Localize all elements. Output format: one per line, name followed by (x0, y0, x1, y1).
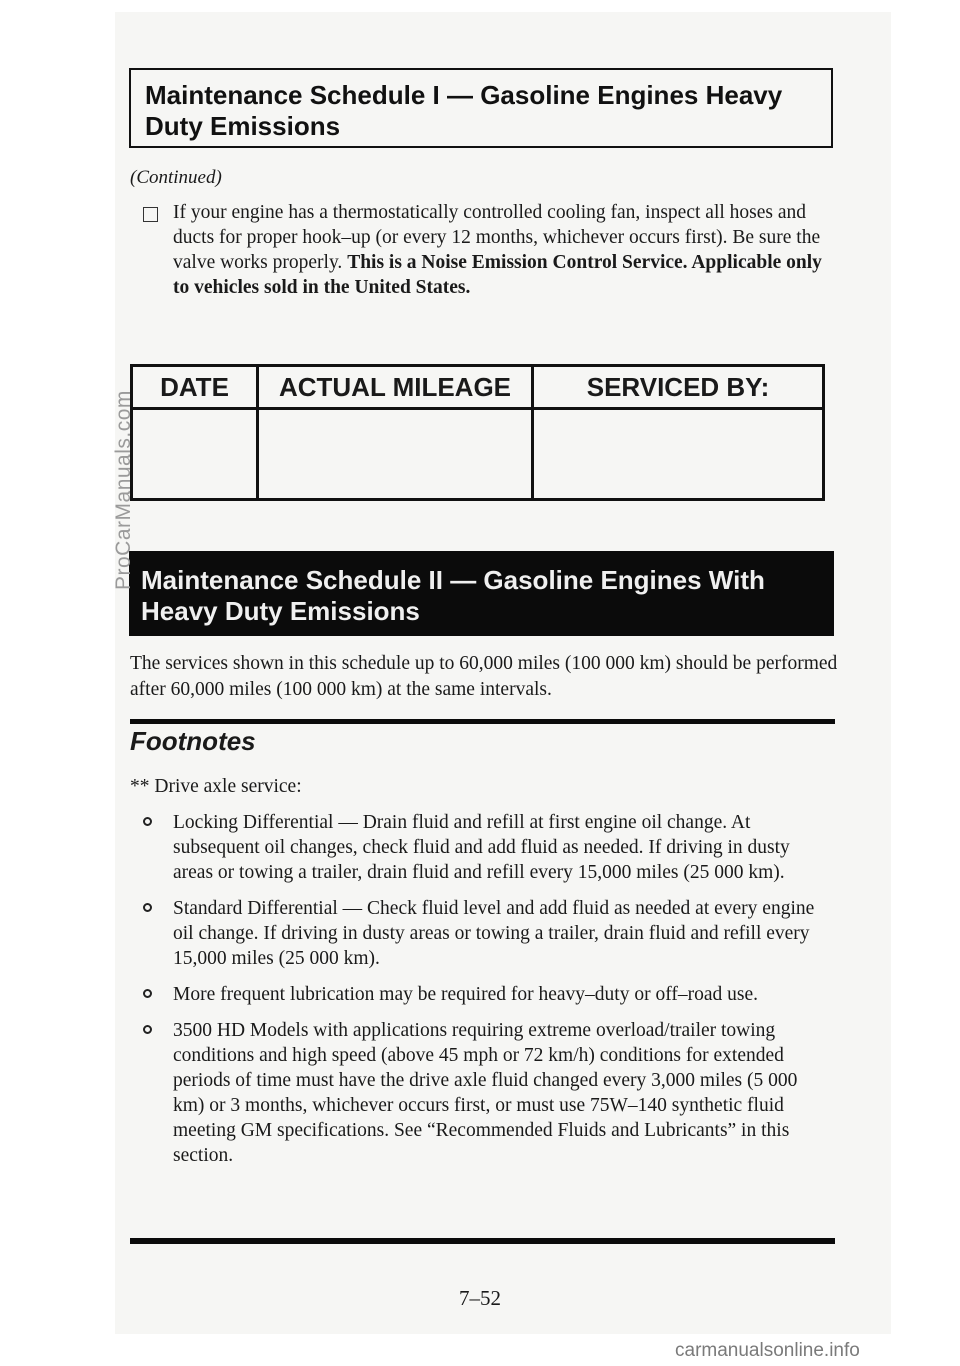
service-log-entry-row (132, 409, 824, 500)
schedule-1-header-box (129, 68, 833, 148)
list-item (141, 1018, 833, 1168)
schedule-2-text: The services shown in this schedule up to 60,000 miles (100 000 km) should be performed after 60,000 miles (100 000 km) at the same intervals. (130, 653, 838, 700)
list-item (141, 982, 833, 1007)
schedule-1-title: Maintenance Schedule I — Gasoline Engines Heavy Duty Emissions (145, 80, 783, 141)
continued-label: (Continued) (130, 167, 222, 188)
list-item-text: Standard Differential — Check fluid level and add fluid as needed at every engine oil change. If driving in dusty areas or towing a trailer, drain fluid and refill every 15,000 miles (25 000 km). (173, 898, 815, 969)
cooling-fan-text: If your engine has a thermostatically controlled cooling fan, inspect all hoses and ducts for proper hook–up (or every 12 months, whichever occurs first). Be sure the valve works properly. (173, 202, 821, 273)
bullet-icon (143, 1025, 152, 1034)
page-number: 7–52 (459, 1286, 501, 1310)
bullet-icon (143, 817, 152, 826)
schedule-2-title: Maintenance Schedule II — Gasoline Engines With Heavy Duty Emissions (141, 565, 765, 626)
list-item-text: More frequent lubrication may be required for heavy–duty or off–road use. (173, 984, 758, 1005)
serviced-by-cell (533, 409, 824, 500)
divider-top (130, 719, 835, 724)
list-item-text: Locking Differential — Drain fluid and refill at first engine oil change. At subsequent oil changes, check fluid and add fluid as needed. If driving in dusty areas or towing a trailer, drain fluid and refill every 15,000 miles (25 000 km). (173, 812, 790, 883)
date-cell (132, 409, 258, 500)
bullet-icon (143, 903, 152, 912)
bottom-watermark: carmanualsonline.info (675, 1340, 860, 1361)
mileage-cell (258, 409, 533, 500)
service-log-table (130, 364, 825, 501)
side-watermark: ProCarManuals.com (112, 390, 135, 590)
serviced-by-column-header: SERVICED BY: (533, 366, 824, 409)
list-item (141, 896, 833, 971)
footnotes-heading: Footnotes (130, 726, 256, 756)
drive-axle-note: ** Drive axle service: (130, 776, 302, 797)
service-log-header-row (132, 366, 824, 409)
cooling-fan-item (173, 200, 833, 300)
footnote-list (141, 810, 833, 1179)
list-item (141, 810, 833, 885)
mileage-column-header: ACTUAL MILEAGE (258, 366, 533, 409)
date-column-header: DATE (132, 366, 258, 409)
noise-emission-note: This is a Noise Emission Control Service. Applicable only to vehicles sold in the United States. (173, 252, 822, 298)
divider-bottom (130, 1238, 835, 1244)
bullet-icon (143, 989, 152, 998)
schedule-2-header-box (129, 551, 834, 636)
checkbox-icon (143, 207, 158, 222)
list-item-text: 3500 HD Models with applications requiring extreme overload/trailer towing conditions and high speed (above 45 mph or 72 km/h) conditions for extended periods of time must have the drive axle fluid changed every 3,000 miles (5 000 km) or 3 months, whichever occurs first, or must use 75W–140 synthetic fluid meeting GM specifications. See “Recommended Fluids and Lubricants” in this section. (173, 1020, 798, 1166)
